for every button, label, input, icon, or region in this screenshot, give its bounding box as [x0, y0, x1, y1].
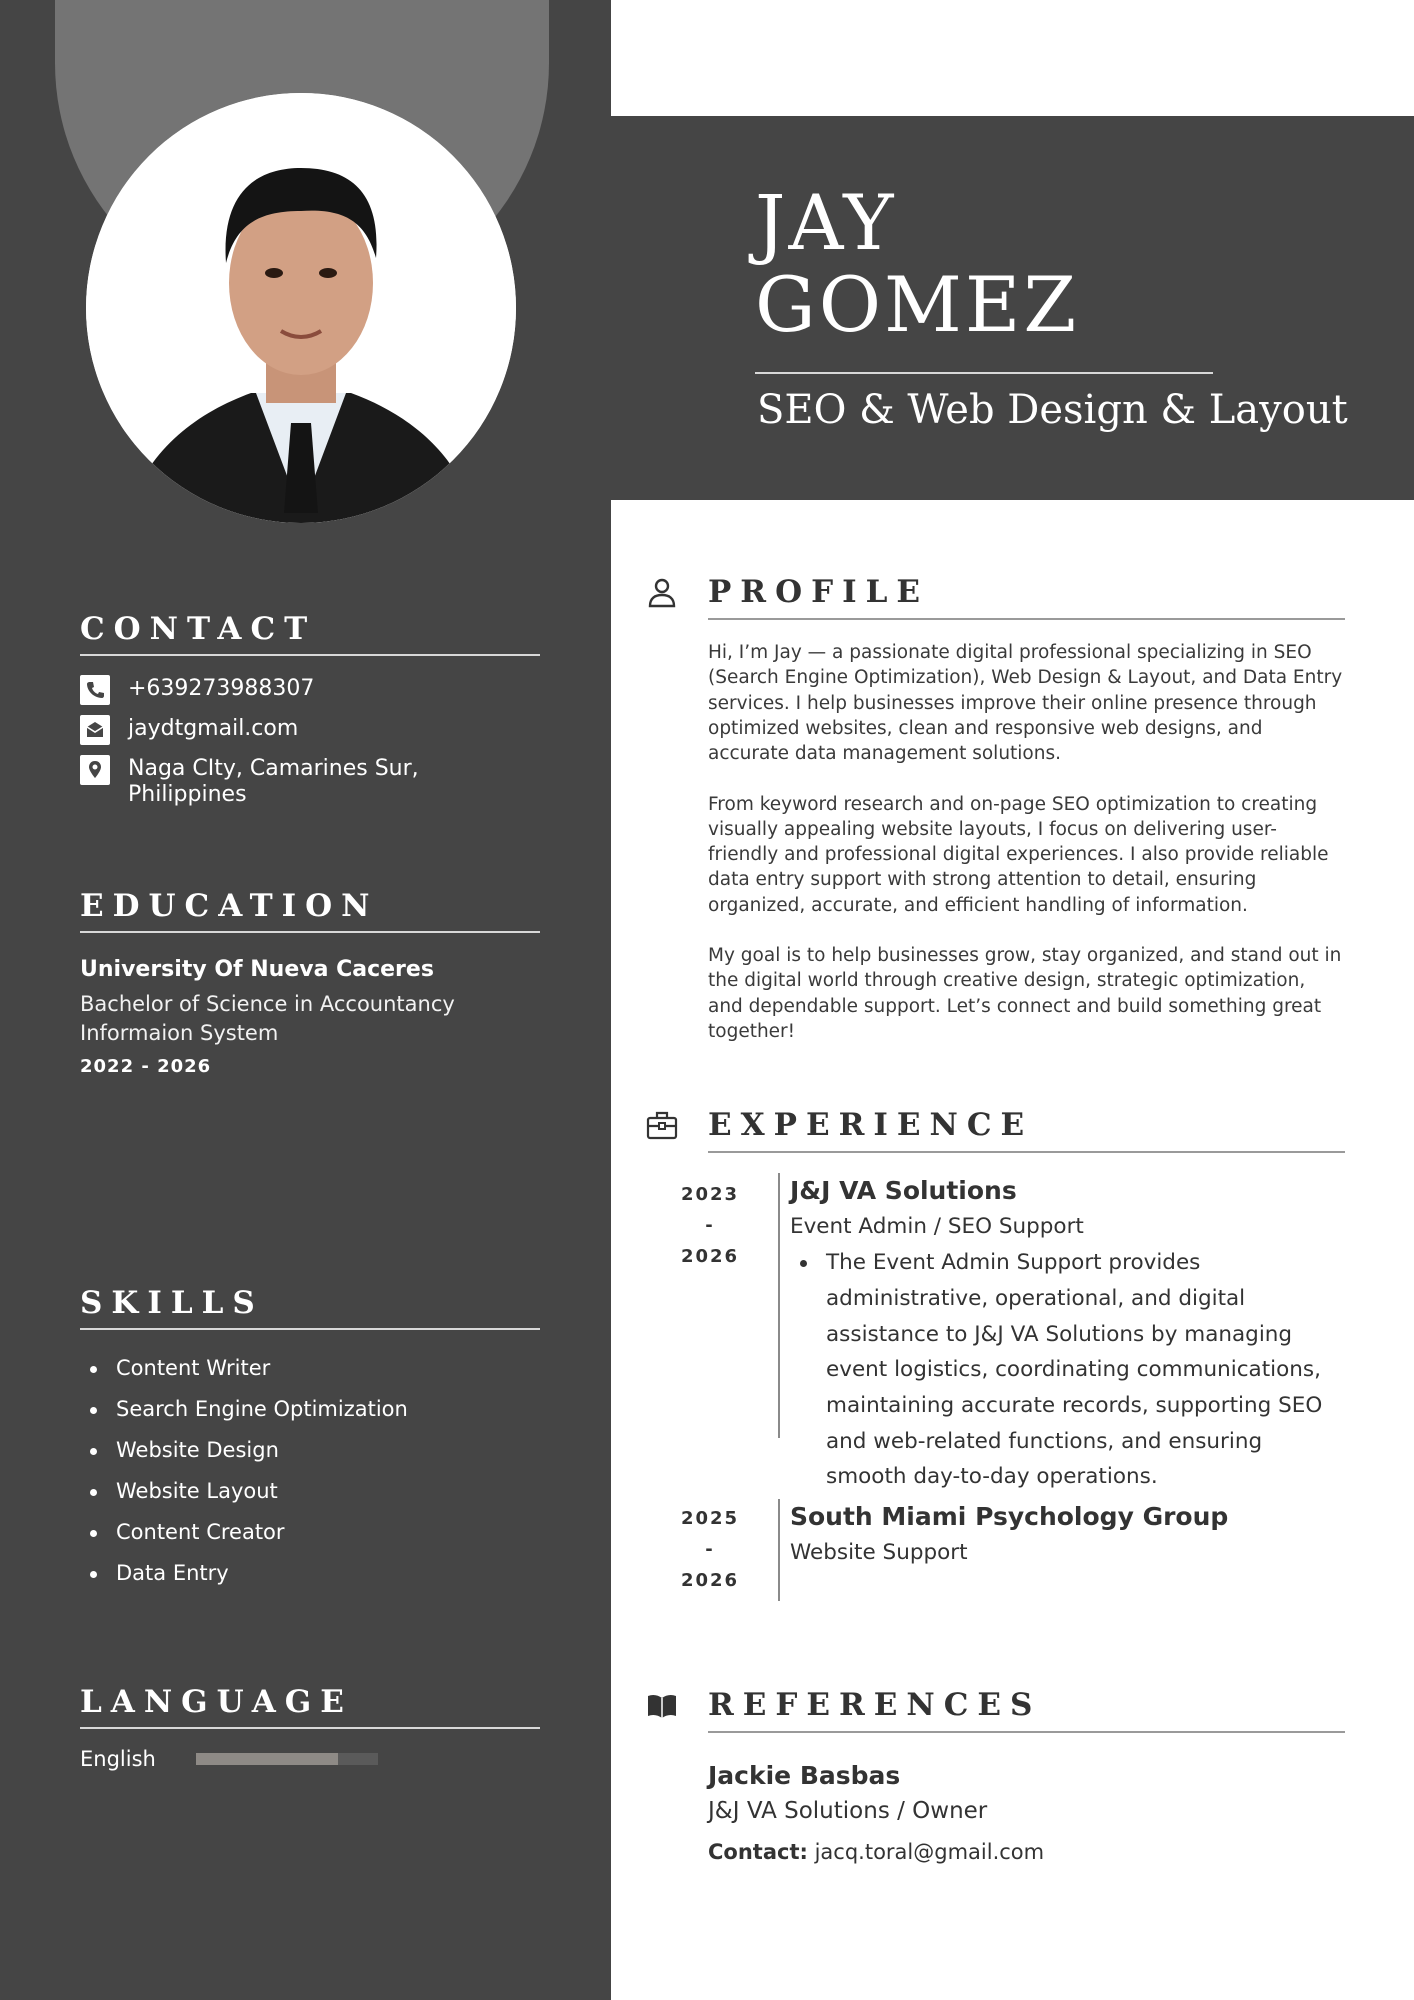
contact-phone: [80, 676, 540, 702]
education-degree: [80, 990, 540, 1048]
first-name: JAY: [755, 178, 897, 267]
education-years: 2022 - 2026: [80, 1056, 212, 1078]
experience-bullet: The Event Admin Support provides administrative, operational, and digital assistance to J&J VA Solutions by managing event logistics, coordinating communications, maintaining accurate records, supporting SEO and web-related functions, and ensuring smooth day-to-day operations.: [790, 1245, 1345, 1495]
skill-item: Search Engine Optimization: [80, 1389, 540, 1430]
language-heading: LANGUAGE: [80, 1685, 540, 1729]
language-name: English: [80, 1747, 156, 1772]
location-pin-icon: [80, 755, 110, 785]
envelope-icon: [80, 715, 110, 745]
degree-line-2: Informaion System: [80, 1021, 279, 1046]
education-school: University Of Nueva Caceres: [80, 957, 434, 983]
profile-paragraph: From keyword research and on-page SEO optimization to creating visually appealing website layouts, I focus on delivering user-friendly and professional digital experiences. I also provide reliable data entry support with strong attention to detail, ensuring organized, accurate, and efficient handling of information.: [708, 793, 1329, 916]
experience-header: [645, 1108, 1345, 1153]
profile-text: [708, 640, 1345, 1044]
experience-years: [675, 1503, 745, 1596]
phone-number: +639273988307: [128, 676, 315, 702]
skill-item: Data Entry: [80, 1553, 540, 1594]
address-line-2: Philippines: [128, 782, 247, 808]
contact-email: [80, 716, 540, 742]
reference-contact-email[interactable]: jacq.toral@gmail.com: [814, 1840, 1045, 1865]
year-start: 2025: [680, 1508, 740, 1530]
skills-heading: SKILLS: [80, 1286, 540, 1330]
experience-section: [645, 1107, 1345, 1592]
year-start: 2023: [680, 1184, 740, 1206]
contact-section: [80, 612, 540, 808]
profile-header: [645, 575, 1345, 620]
reference-contact: [708, 1840, 1345, 1864]
contact-heading: CONTACT: [80, 612, 540, 656]
degree-line-1: Bachelor of Science in Accountancy: [80, 992, 455, 1017]
experience-heading: EXPERIENCE: [708, 1108, 1345, 1153]
skill-item: Website Layout: [80, 1471, 540, 1512]
experience-company: South Miami Psychology Group: [790, 1502, 1229, 1532]
skill-item: Website Design: [80, 1430, 540, 1471]
year-end: 2026: [680, 1246, 740, 1268]
full-name: [755, 178, 1080, 349]
reference-contact-label: Contact:: [708, 1840, 808, 1865]
reference-name: Jackie Basbas: [708, 1761, 901, 1791]
address-line-1: Naga CIty, Camarines Sur,: [128, 756, 419, 782]
person-icon: [645, 575, 679, 609]
experience-company: J&J VA Solutions: [790, 1176, 1017, 1206]
profile-paragraph: My goal is to help businesses grow, stay organized, and stand out in the digital world through creative design, strategic optimization, and dependable support. Let’s connect and build something great together!: [708, 945, 1342, 1042]
language-level-fill: [196, 1753, 338, 1765]
name-divider: [755, 372, 1213, 374]
experience-bullets: [790, 1245, 1345, 1495]
profile-section: [645, 575, 1345, 1069]
experience-role: Event Admin / SEO Support: [790, 1214, 1084, 1240]
skills-section: [80, 1286, 540, 1594]
experience-years: [675, 1179, 745, 1272]
language-level-bar: [196, 1753, 378, 1765]
education-section: [80, 889, 540, 1077]
year-dash: -: [705, 1539, 715, 1561]
language-section: [80, 1685, 540, 1771]
last-name: GOMEZ: [755, 260, 1080, 349]
profile-heading: PROFILE: [708, 575, 1345, 620]
skill-item: Content Writer: [80, 1348, 540, 1389]
year-dash: -: [705, 1215, 715, 1237]
reference-company: J&J VA Solutions / Owner: [708, 1798, 988, 1825]
experience-item: [675, 1499, 1345, 1592]
education-heading: EDUCATION: [80, 889, 540, 933]
contact-address: [80, 756, 540, 808]
timeline-line: [778, 1173, 780, 1438]
references-header: [645, 1688, 1345, 1733]
profile-portrait-icon: [86, 93, 516, 523]
phone-icon: [80, 675, 110, 705]
experience-role: Website Support: [790, 1540, 968, 1566]
skills-list: [80, 1348, 540, 1594]
job-title: SEO & Web Design & Layout: [757, 387, 1348, 433]
references-section: [645, 1688, 1345, 1864]
year-end: 2026: [680, 1570, 740, 1592]
skill-item: Content Creator: [80, 1512, 540, 1553]
profile-paragraph: Hi, I’m Jay — a passionate digital professional specializing in SEO (Search Engine Optimization), Web Design & Layout, and Data Entry services. I help businesses improve their online presence through optimized websites, clean and responsive web designs, and accurate data management solutions.: [708, 642, 1343, 765]
book-icon: [645, 1688, 679, 1722]
profile-photo: [86, 93, 516, 523]
timeline-line: [778, 1499, 780, 1601]
email-address: jaydtgmail.com: [128, 716, 299, 742]
references-heading: REFERENCES: [708, 1688, 1345, 1733]
experience-item: [675, 1173, 1345, 1495]
briefcase-icon: [645, 1108, 679, 1142]
language-row: [80, 1747, 540, 1771]
